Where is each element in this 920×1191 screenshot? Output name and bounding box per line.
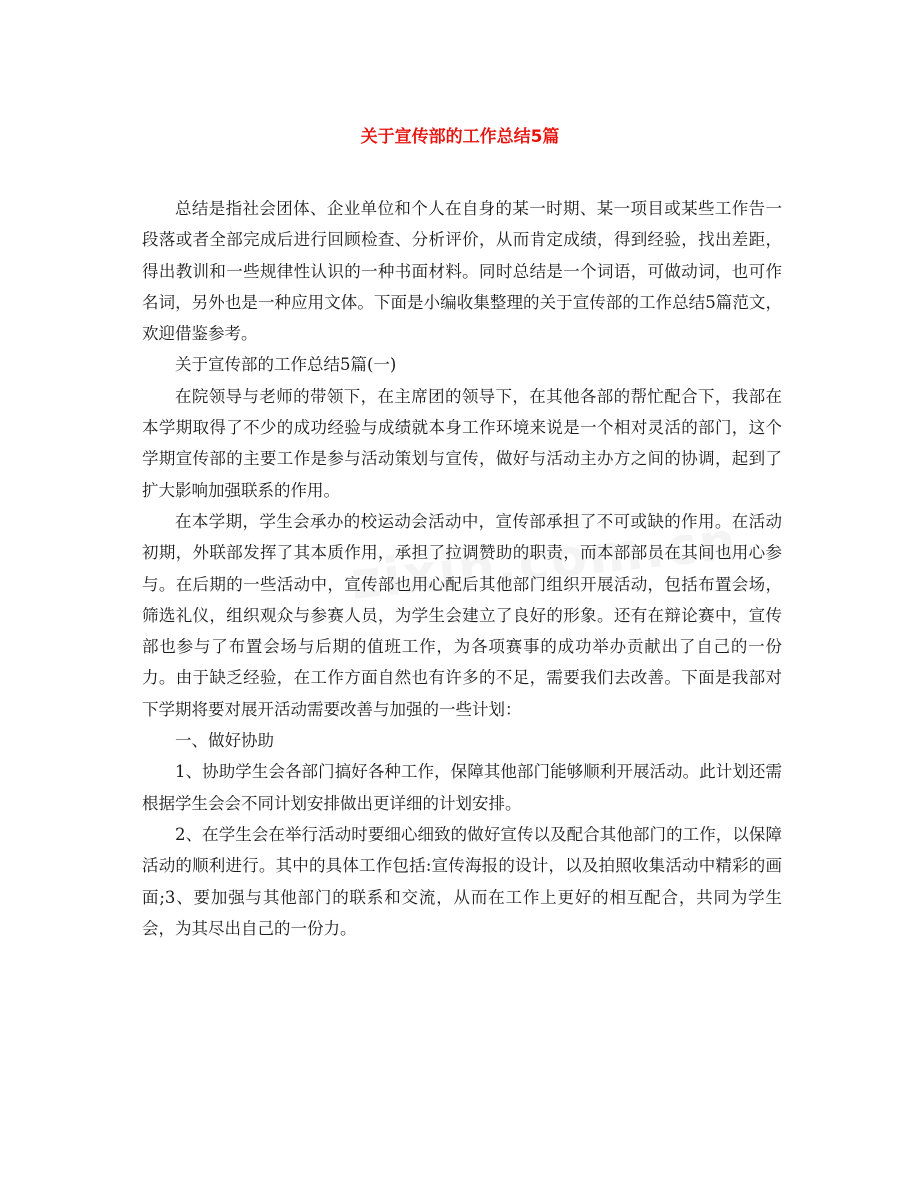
intro-paragraph: 总结是指社会团体、企业单位和个人在自身的某一时期、某一项目或某些工作告一段落或者全部完成后进行回顾检查、分析评价，从而肯定成绩，得到经验，找出差距，得出教训和一些规律性认识的一种书面材料。同时总结是一个词语，可做动词，也可作名词，另外也是一种应用文体。下面是小编收集整理的关于宣传部的工作总结5篇范文，欢迎借鉴参考。 — [142, 199, 782, 344]
document-title: 关于宣传部的工作总结5篇 — [360, 127, 560, 147]
subsection-heading: 一、做好协助 — [175, 731, 274, 751]
body-paragraph: 在本学期，学生会承办的校运动会活动中，宣传部承担了不可或缺的作用。在活动初期，外联部发挥了其本质作用，承担了拉调赞助的职责，而本部部员在其间也用心参与。在后期的一些活动中，宣传部也用心配后其他部门组织开展活动，包括布置会场，筛选礼仪，组织观众与参赛人员，为学生会建立了良好的形象。还有在辩论赛中，宣传部也参与了布置会场与后期的值班工作，为各项赛事的成功举办贡献出了自己的一份力。由于缺乏经验，在工作方面自然也有许多的不足，需要我们去改善。下面是我部对下学期将要对展开活动需要改善与加强的一些计划： — [142, 511, 782, 719]
body-paragraph: 在院领导与老师的带领下，在主席团的领导下，在其他各部的帮忙配合下，我部在本学期取得了不少的成功经验与成绩就本身工作环境来说是一个相对灵活的部门，这个学期宣传部的主要工作是参与活动策划与宣传，做好与活动主办方之间的协调，起到了扩大影响加强联系的作用。 — [142, 386, 782, 500]
list-item-paragraph: 1、协助学生会各部门搞好各种工作，保障其他部门能够顺利开展活动。此计划还需根据学生会会不同计划安排做出更详细的计划安排。 — [142, 762, 782, 813]
document-body — [142, 193, 782, 944]
section-heading: 关于宣传部的工作总结5篇(一) — [175, 355, 397, 375]
list-item-paragraph: 2、在学生会在举行活动时要细心细致的做好宣传以及配合其他部门的工作，以保障活动的顺利进行。其中的具体工作包括:宣传海报的设计，以及拍照收集活动中精彩的画面;3、要加强与其他部门的联系和交流，从而在工作上更好的相互配合，共同为学生会，为其尽出自己的一份力。 — [142, 824, 782, 938]
